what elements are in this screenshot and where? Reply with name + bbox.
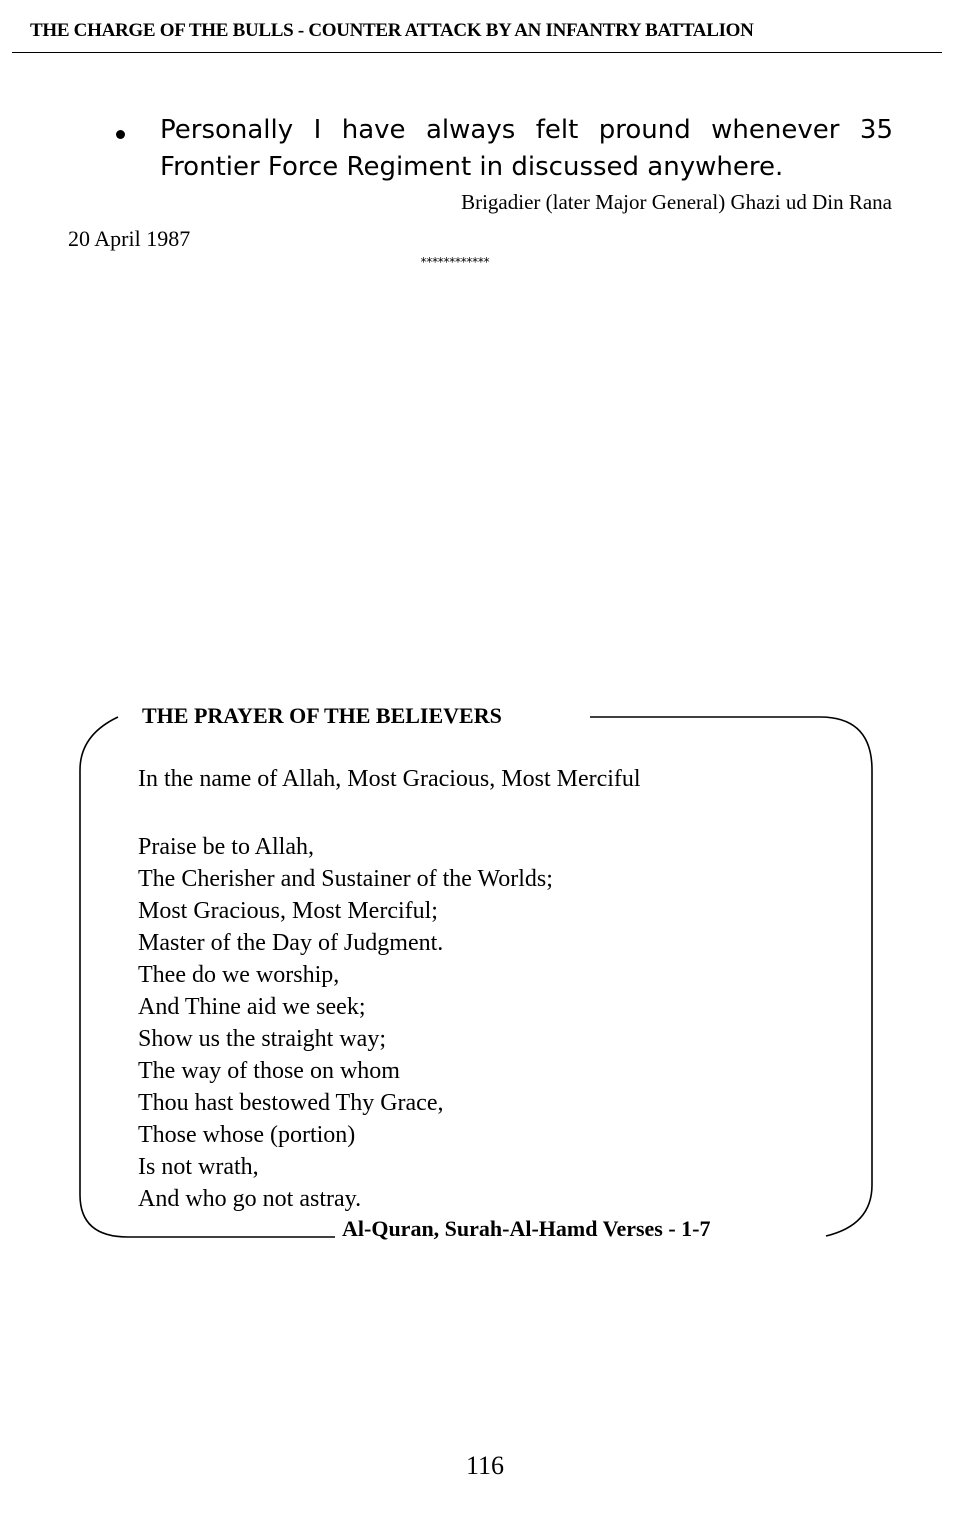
verse-line: Praise be to Allah, xyxy=(138,834,314,860)
quote-attribution: Brigadier (later Major General) Ghazi ud Din Rana xyxy=(461,190,892,214)
verse-line: Thee do we worship, xyxy=(138,962,340,988)
page-number: 116 xyxy=(466,1451,505,1480)
verse-line: Thou hast bestowed Thy Grace, xyxy=(138,1090,444,1116)
prayer-source: Al-Quran, Surah-Al-Hamd Verses - 1-7 xyxy=(338,1216,715,1242)
prayer-title: THE PRAYER OF THE BELIEVERS xyxy=(138,703,508,729)
quote-line-1: Personally I have always felt pround whenever 35 xyxy=(160,115,893,145)
verse-line: Is not wrath, xyxy=(138,1154,259,1180)
verse-line: Most Gracious, Most Merciful; xyxy=(138,898,438,924)
quote-line-2: Frontier Force Regiment in discussed anywhere. xyxy=(160,152,784,182)
running-header: THE CHARGE OF THE BULLS - COUNTER ATTACK BY AN INFANTRY BATTALION xyxy=(30,20,754,41)
verse-line: Master of the Day of Judgment. xyxy=(138,930,444,956)
prayer-verses xyxy=(138,831,553,1215)
verse-line: Show us the straight way; xyxy=(138,1026,386,1052)
letter-date: 20 April 1987 xyxy=(68,226,191,251)
verse-line: Those whose (portion) xyxy=(138,1122,356,1148)
section-separator: ************ xyxy=(420,255,489,269)
prayer-invocation: In the name of Allah, Most Gracious, Most Merciful xyxy=(138,766,641,792)
verse-line: And who go not astray. xyxy=(138,1186,362,1212)
verse-line: The way of those on whom xyxy=(138,1058,400,1084)
verse-line: The Cherisher and Sustainer of the Worlds; xyxy=(138,866,553,892)
verse-line: And Thine aid we seek; xyxy=(138,994,366,1020)
